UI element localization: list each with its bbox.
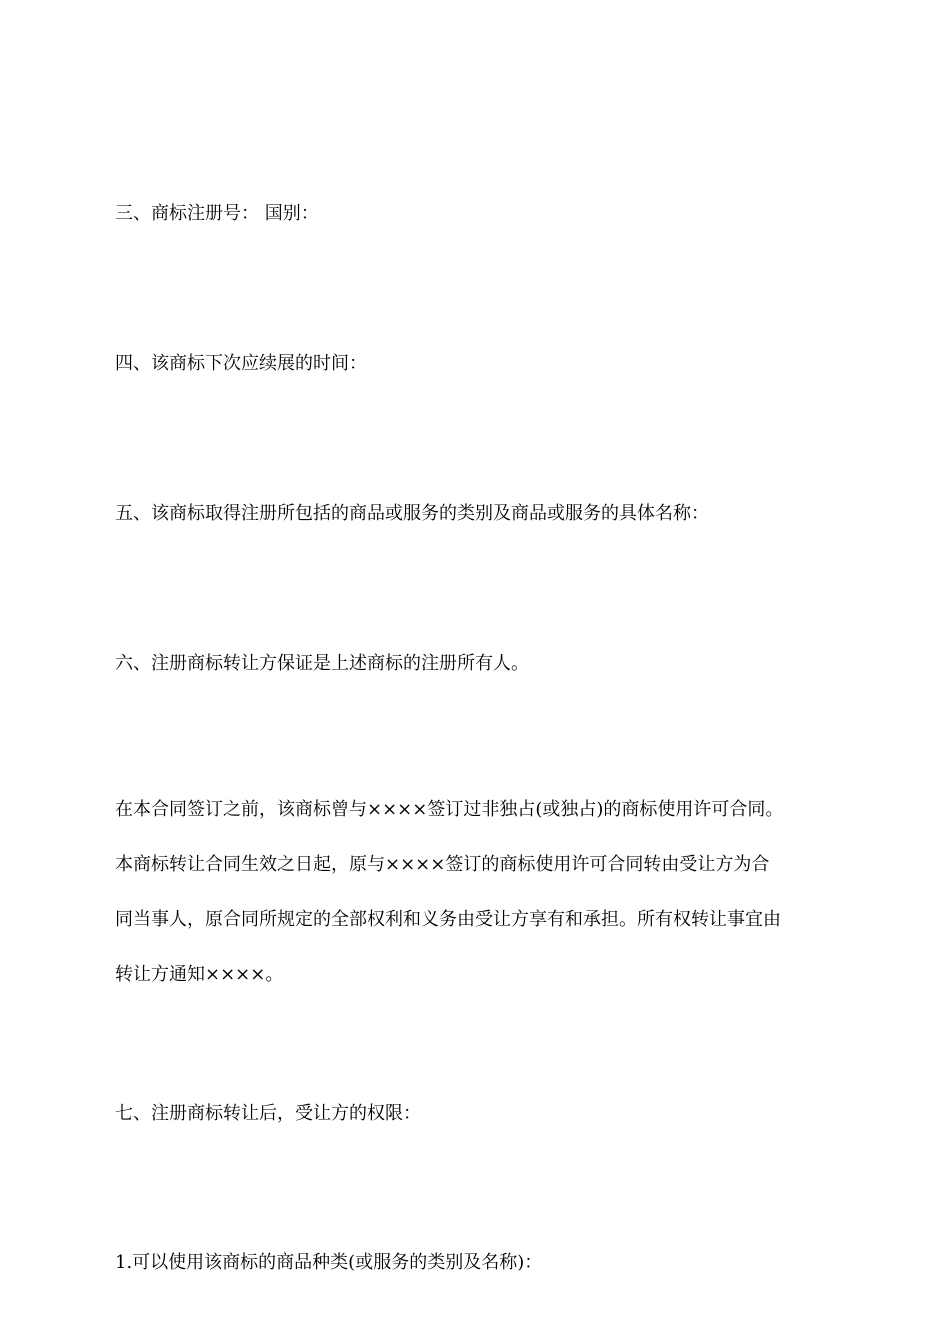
paragraph-line: 本商标转让合同生效之日起，原与××××签订的商标使用许可合同转由受让方为合 (115, 854, 770, 875)
clause-7-assignee-rights: 七、注册商标转让后，受让方的权限： (115, 1103, 421, 1124)
clause-6-owner-guarantee: 六、注册商标转让方保证是上述商标的注册所有人。 (115, 653, 529, 674)
item-1-goods-categories: 1.可以使用该商标的商品种类(或服务的类别及名称)： (115, 1252, 543, 1273)
clause-5-goods-services: 五、该商标取得注册所包括的商品或服务的类别及商品或服务的具体名称： (115, 503, 709, 524)
clause-3-registration-number: 三、商标注册号： 国别： (115, 203, 319, 224)
paragraph-line: 在本合同签订之前，该商标曾与××××签订过非独占(或独占)的商标使用许可合同。 (115, 799, 784, 820)
paragraph-line: 转让方通知××××。 (115, 964, 284, 985)
paragraph-line: 同当事人，原合同所规定的全部权利和义务由受让方享有和承担。所有权转让事宜由 (115, 909, 781, 930)
clause-4-renewal-time: 四、该商标下次应续展的时间： (115, 353, 367, 374)
license-contract-paragraph (115, 799, 855, 1019)
